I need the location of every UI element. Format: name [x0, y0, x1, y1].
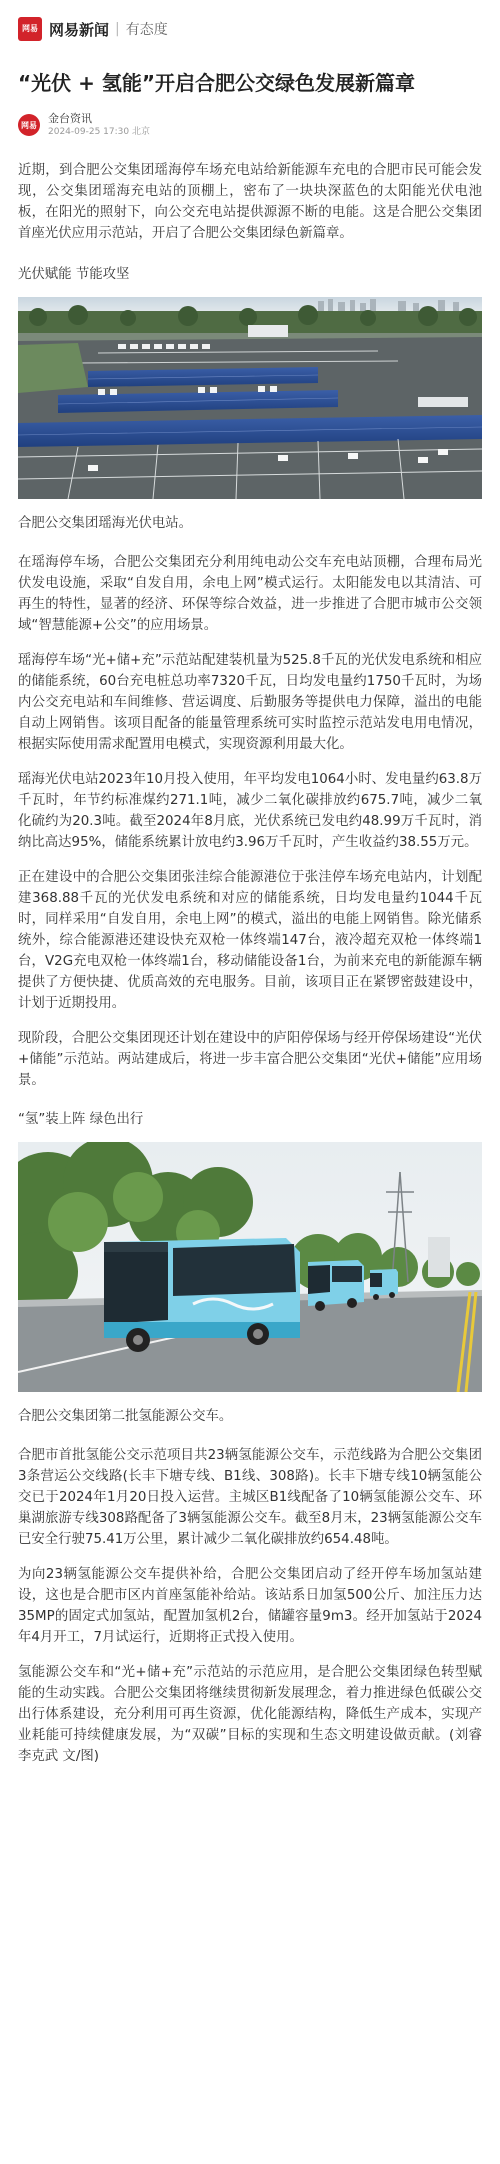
logo-text: 网易 — [22, 24, 38, 33]
paragraph-plans: 现阶段，合肥公交集团现还计划在建设中的庐阳停保场与经开停保场建设“光伏+储能”示范站。两站建成后，将进一步丰富合肥公交集团“光伏+储能”应用场景。 — [18, 1031, 482, 1088]
article-source[interactable]: 金台资讯 — [48, 112, 92, 125]
solar-station-photo — [18, 297, 482, 499]
paragraph-hydrogen-station: 为向23辆氢能源公交车提供补给，合肥公交集团启动了经开停车场加氢站建设，这也是合肥市区内首座氢能补给站。该站系日加氢500公斤、加注压力达35MP的固定式加氢站，配置加氢机2台，储罐容量9m3。经开加氢站于2024年4月开工，7月试运行，近期将正式投入使用。 — [18, 1567, 482, 1645]
netease-logo-icon[interactable] — [18, 17, 42, 41]
avatar-text: 网易 — [21, 120, 37, 130]
hydrogen-bus-photo — [18, 1142, 482, 1392]
brand-divider: | — [115, 21, 120, 37]
article-meta — [18, 112, 482, 138]
section-heading-hydrogen: “氢”装上阵 绿色出行 — [18, 1112, 144, 1127]
brand-name[interactable]: 网易新闻 — [49, 20, 110, 39]
paragraph-intro: 近期，到合肥公交集团瑶海停车场充电站给新能源车充电的合肥市民可能会发现，公交集团瑶海充电站的顶棚上，密布了一块块深蓝色的太阳能光伏电池板，在阳光的照射下，向公交充电站提供源源不断的电能。这是合肥公交集团首座光伏应用示范站，开启了合肥公交集团绿色新篇章。 — [18, 163, 482, 241]
paragraph-capacity: 瑶海停车场“光+储+充”示范站配建装机量为525.8千瓦的光伏发电系统和相应的储能系统，60台充电桩总功率7320千瓦，日均发电量约1750千瓦时，为场内公交充电站和车间维修、营运调度、后勤服务等提供电力保障，溢出的电能自动上网销售。该项目配备的能量管理系统可实时监控示范站发电用电情况，根据实际使用需求配置用电模式，实现资源利用最大化。 — [18, 653, 482, 752]
meta-text — [48, 112, 150, 138]
section-heading-solar: 光伏赋能 节能攻坚 — [18, 267, 130, 282]
photo-caption-hydrogen: 合肥公交集团第二批氢能源公交车。 — [18, 1409, 233, 1424]
paragraph-generation: 瑶海光伏电站2023年10月投入使用，年平均发电1064小时、发电量约63.8万千瓦时，年节约标准煤约271.1吨，减少二氧化碳排放约675.7吨，减少二氧化硫约为20.3吨。截至2024年8月底，光伏系统已发电约48.99万千瓦时，消纳比高达95%，储能系统累计放电约3.96万千瓦时，产生收益约38.55万元。 — [18, 772, 482, 850]
paragraph-yaohai: 在瑶海停车场，合肥公交集团充分利用纯电动公交车充电站顶棚，合理布局光伏发电设施，采取“自发自用，余电上网”模式运行。太阳能发电以其清洁、可再生的特性，显著的经济、环保等综合效益，进一步推进了合肥市城市公交领域“智慧能源+公交”的应用场景。 — [18, 555, 482, 633]
source-avatar[interactable] — [18, 114, 40, 136]
paragraph-hydrogen-buses: 合肥市首批氢能公交示范项目共23辆氢能源公交车，示范线路为合肥公交集团3条营运公交线路(长丰下塘专线、B1线、308路)。长丰下塘专线10辆氢能公交已于2024年1月20日投入运营。主城区B1线配备了10辆氢能源公交车、环巢湖旅游专线308路配备了3辆氢能源公交车。截至8月末，23辆氢能源公交车已安全行驶75.41万公里，累计减少二氧化碳排放约654.48吨。 — [18, 1448, 482, 1547]
article-time: 2024-09-25 17:30 北京 — [48, 127, 150, 137]
brand-slogan: 有态度 — [125, 22, 168, 38]
app-header — [0, 0, 500, 48]
paragraph-conclusion: 氢能源公交车和“光+储+充”示范站的示范应用，是合肥公交集团绿色转型赋能的生动实践。合肥公交集团将继续贯彻新发展理念，着力推进绿色低碳公交出行体系建设，充分利用可再生资源，优化能源结构，降低生产成本，实现产业耗能可持续健康发展，为“双碳”目标的实现和生态文明建设做贡献。(刘睿 李克武 文/图) — [18, 1665, 482, 1764]
photo-caption-solar: 合肥公交集团瑶海光伏电站。 — [18, 516, 193, 531]
article-title: “光伏 + 氢能”开启合肥公交绿色发展新篇章 — [18, 71, 415, 95]
paragraph-zhangwa: 正在建设中的合肥公交集团张洼综合能源港位于张洼停车场充电站内，计划配建368.88千瓦的光伏发电系统和对应的储能系统，日均发电量约1044千瓦时，同样采用“自发自用，余电上网”的模式，溢出的电能上网销售。除光储系统外，综合能源港还建设快充双枪一体终端147台，液冷超充双枪一体终端1台，V2G充电双枪一体终端1台，移动储能设备1台，为前来充电的新能源车辆提供了方便快捷、优质高效的充电服务。目前，该项目正在紧锣密鼓建设中，计划于近期投用。 — [18, 870, 482, 1011]
